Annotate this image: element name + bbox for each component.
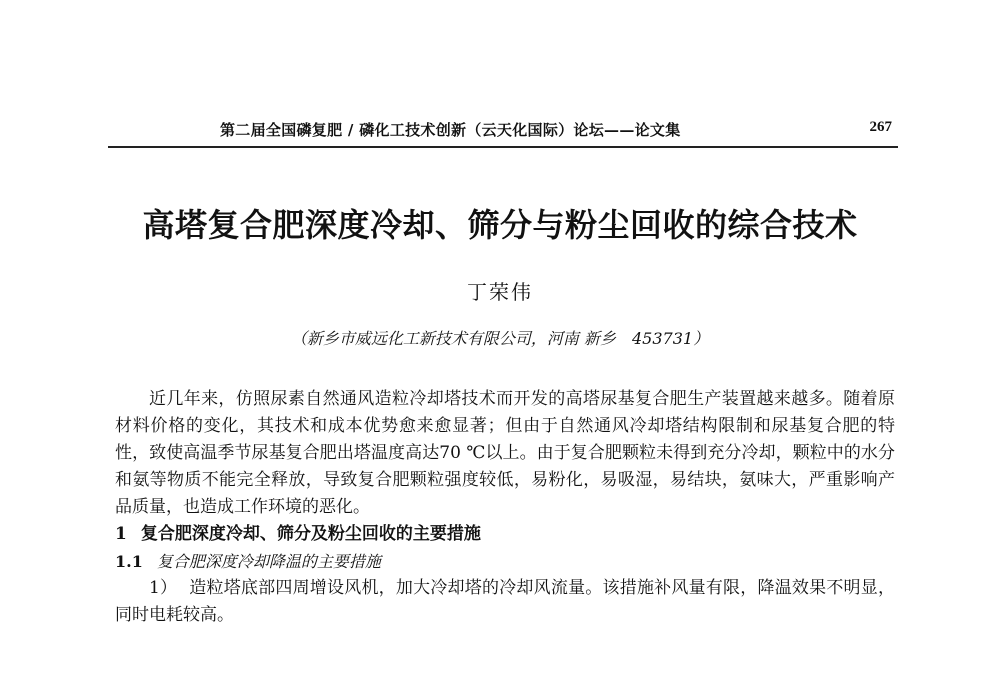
author-name: 丁荣伟 [467, 280, 533, 304]
section-title: 复合肥深度冷却、筛分及粉尘回收的主要措施 [140, 524, 481, 544]
subsection-heading [115, 548, 895, 575]
article-body [115, 386, 895, 629]
list-item-text: 造粒塔底部四周增设风机，加大冷却塔的冷却风流量。该措施补风量有限，降温效果不明显，同时电耗较高。 [115, 578, 895, 625]
subsection-number: 1.1 [115, 552, 143, 571]
list-item-number: 1） [149, 578, 178, 598]
intro-paragraph: 近几年来，仿照尿素自然通风造粒冷却塔技术而开发的高塔尿基复合肥生产装置越来越多。随着原材料价格的变化，其技术和成本优势愈来愈显著；但由于自然通风冷却塔结构限制和尿基复合肥的特性，致使高温季节尿基复合肥出塔温度高达70 ℃以上。由于复合肥颗粒未得到充分冷却，颗粒中的水分和氨等物质不能完全释放，导致复合肥颗粒强度较低，易粉化，易吸湿，易结块，氨味大，严重影响产品质量，也造成工作环境的恶化。 [115, 389, 895, 517]
subsection-title: 复合肥深度冷却降温的主要措施 [156, 552, 381, 571]
article-title: 高塔复合肥深度冷却、筛分与粉尘回收的综合技术 [142, 206, 858, 244]
running-header [108, 116, 898, 148]
section-number: 1 [115, 524, 127, 544]
page-number: 267 [869, 119, 892, 135]
header-title: 第二届全国磷复肥 / 磷化工技术创新（云天化国际）论坛——论文集 [220, 121, 681, 139]
section-heading [115, 521, 895, 548]
author-affiliation: （新乡市威远化工新技术有限公司，河南 新乡 453731） [290, 329, 710, 348]
list-item [115, 575, 895, 629]
